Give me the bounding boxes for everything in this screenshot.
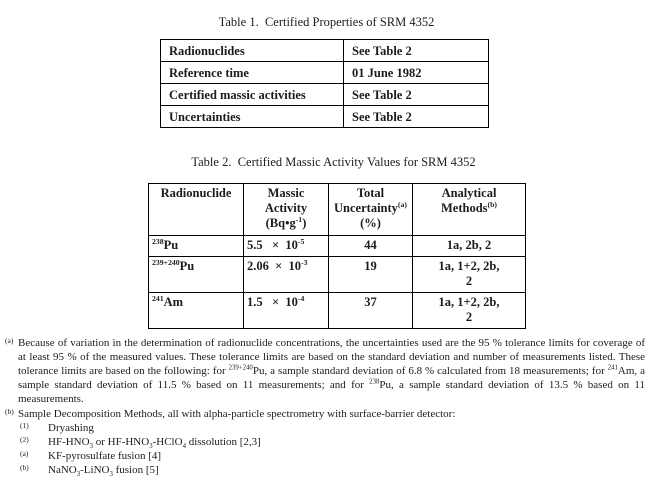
column-header-total-uncertainty: Total Uncertainty$^{(a)}$ (%) [329, 184, 413, 236]
table1-certified-properties [160, 39, 489, 128]
property-label: Uncertainties [161, 106, 344, 128]
method-item-marker: (a) [20, 449, 29, 459]
column-header-analytical-methods: Analytical Methods$^{(b)}$ [413, 184, 526, 236]
radionuclide-cell: $^{241}$Am [149, 292, 244, 328]
method-item-text: NaNO$_3$-LiNO$_3$ fusion [5] [48, 464, 159, 479]
massic-activity-cell: $5.5 \times 10^{-5}$ [244, 236, 329, 257]
footnotes-section [5, 336, 645, 478]
table-row [161, 106, 489, 128]
footnote-a-text: Because of variation in the determination of radionuclide concentrations, the uncertainties used are the 95 % tolerance limits for coverage of at least 95 % of the measured values. These tolerance limits are based on the standard deviation and number of measurements listed. These tolerance limits are based on the following: for $^{239+240}$Pu, a sample standard deviation of 6.8 % calculated from 18 measurements; for $^{241}$Am, a sample standard deviation of 11.5 % based on 11 measurements; and for $^{238}$Pu, a sample standard deviation of 13.5 % based on 11 measurements. [18, 336, 645, 406]
table-row [161, 40, 489, 62]
massic-activity-cell: $1.5 \times 10^{-4}$ [244, 292, 329, 328]
method-list-item [5, 435, 645, 449]
method-item-marker: (b) [20, 463, 29, 473]
property-value: 01 June 1982 [344, 62, 489, 84]
footnote-a [5, 336, 645, 407]
radionuclide-cell: $^{238}$Pu [149, 236, 244, 257]
column-header-massic-activity: Massic Activity $(Bq•g^{-1})$ [244, 184, 329, 236]
method-list-item [5, 449, 645, 463]
property-label: Reference time [161, 62, 344, 84]
uncertainty-cell: 19 [329, 256, 413, 292]
property-value: See Table 2 [344, 106, 489, 128]
property-value: See Table 2 [344, 40, 489, 62]
property-label: Radionuclides [161, 40, 344, 62]
massic-activity-cell: $2.06 \times 10^{-3}$ [244, 256, 329, 292]
footnote-a-marker: (a) [5, 335, 14, 345]
table-header-row [149, 184, 526, 236]
table-row [161, 84, 489, 106]
table-row [149, 292, 526, 328]
method-item-marker: (2) [20, 434, 29, 444]
method-item-text: KF-pyrosulfate fusion [4] [48, 450, 162, 463]
footnote-b-text: Sample Decomposition Methods, all with alpha-particle spectrometry with surface-barrier detector: [18, 407, 456, 420]
radionuclide-cell: $^{239+240}$Pu [149, 256, 244, 292]
method-item-text: Dryashing [48, 421, 94, 434]
property-value: See Table 2 [344, 84, 489, 106]
table-row [149, 256, 526, 292]
method-list-item [5, 421, 645, 435]
methods-cell: 1a, 1+2, 2b, 2 [413, 256, 526, 292]
method-item-marker: (1) [20, 420, 29, 430]
table1-title: Table 1. Certified Properties of SRM 4352 [218, 15, 435, 29]
footnote-b-marker: (b) [5, 406, 14, 416]
methods-cell: 1a, 2b, 2 [413, 236, 526, 257]
uncertainty-cell: 37 [329, 292, 413, 328]
column-header-radionuclide: Radionuclide [149, 184, 244, 236]
property-label: Certified massic activities [161, 84, 344, 106]
method-list-item [5, 463, 645, 477]
footnote-b [5, 407, 645, 421]
methods-cell: 1a, 1+2, 2b, 2 [413, 292, 526, 328]
method-item-text: $HF-HNO_3$ or $HF-HNO_3-HClO_4$ dissolution [2,3] [48, 435, 261, 451]
uncertainty-cell: 44 [329, 236, 413, 257]
table-row [149, 236, 526, 257]
table-row [161, 62, 489, 84]
table2-title: Table 2. Certified Massic Activity Values for SRM 4352 [191, 155, 476, 169]
table2-massic-activity-values [148, 183, 526, 329]
